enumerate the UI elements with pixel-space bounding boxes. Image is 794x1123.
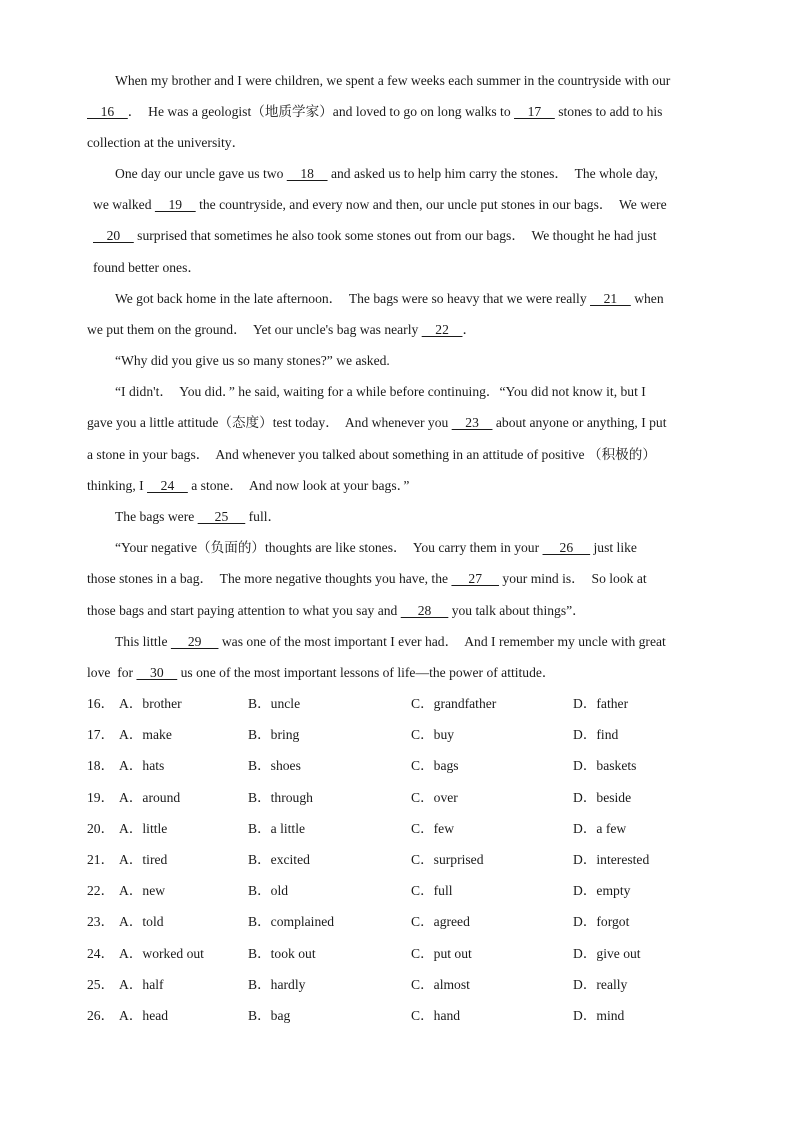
passage-text: “Why did you give us so many stones?” we asked. [115,353,390,368]
option-a: A．told [119,914,164,930]
passage-text: gave you a little attitude（态度）test today． And whenever you [87,415,452,430]
passage-text: collection at the university． [87,135,246,150]
passage-text: just like [590,540,637,555]
option-c: C．over [411,789,458,805]
passage-text: and asked us to help him carry the stones． The whole day, [327,166,658,181]
blank-number: 18 [286,166,328,181]
passage-text: ． He was a geologist（地质学家）and loved to go on long walks to [127,104,515,119]
question-number: 18． [87,758,115,774]
passage-text: you talk about things”． [448,603,586,618]
passage-text: we walked [93,197,155,212]
passage-line [87,600,794,622]
option-b: B．hardly [248,976,306,992]
passage-text: “I didn't． You did．” he said, waiting for a while before continuing．“You did not know it, but I [115,384,646,399]
passage-text: a stone in your bags． And whenever you talked about something in an attitude of positive （积极的） [87,447,656,462]
option-b: B．complained [248,914,335,930]
passage-line [93,257,794,279]
option-c: C．full [411,883,453,899]
question-number: 24． [87,945,115,961]
passage-line [115,288,794,310]
passage-text: When my brother and I were children, we spent a few weeks each summer in the countryside with our [115,73,671,88]
option-d: D．father [573,696,629,711]
passage-line [115,631,794,653]
option-b: B．bring [248,727,300,743]
option-a: A．new [119,883,166,899]
passage-line [93,194,794,216]
passage-text: was one of the most important I ever had． And I remember my uncle with great [218,634,666,649]
option-a: A．around [119,789,181,805]
option-d: D．interested [573,852,650,867]
option-a: A．make [119,727,172,743]
passage-text: thinking, I [87,478,148,493]
passage-line [87,444,794,466]
option-b: B．through [248,789,313,805]
blank-number: 16 [87,104,128,119]
passage-text: ． [462,322,477,337]
option-b: B．shoes [248,758,301,774]
blank-number: 26 [542,540,591,555]
passage-line [87,319,794,341]
passage-line [87,475,794,497]
passage-line [87,568,794,590]
blank-number: 19 [154,197,196,212]
passage-line [115,163,794,185]
option-c: C．buy [411,727,455,743]
passage-text: The bags were [115,509,198,524]
blank-number: 21 [590,291,631,306]
option-c: C．surprised [411,852,484,867]
blank-number: 23 [451,415,493,430]
question-number: 21． [87,852,115,867]
question-number: 16． [87,696,115,711]
passage-text: “Your negative（负面的）thoughts are like stones． You carry them in your [115,540,543,555]
option-a: A．head [119,1008,169,1023]
passage-text: those bags and start paying attention to what you say and [87,603,401,618]
passage-line [115,70,794,92]
option-b: B．took out [248,945,316,961]
passage-text: us one of the most important lessons of life—the power of attitude． [177,665,556,680]
option-a: A．brother [119,696,182,711]
passage-line [115,537,794,559]
option-c: C．grandfather [411,696,497,711]
passage-text: the countryside, and every now and then, our uncle put stones in our bags． We were [195,197,667,212]
blank-number: 28 [400,603,449,618]
passage-text: those stones in a bag． The more negative thoughts you have, the [87,571,452,586]
option-a: A．worked out [119,945,204,961]
passage-text: stones to add to his [554,104,663,119]
option-b: B．old [248,883,289,899]
question-number: 25． [87,976,115,992]
blank-number: 29 [170,634,219,649]
passage-line [87,132,794,154]
option-d: D．empty [573,883,631,899]
passage-text: about anyone or anything, I put [492,415,667,430]
blank-number: 22 [421,322,463,337]
question-number: 26． [87,1008,115,1023]
option-c: C．few [411,820,455,836]
blank-number: 17 [514,104,555,119]
passage-text: love for [87,665,137,680]
passage-text: your mind is． So look at [499,571,647,586]
option-d: D．beside [573,789,632,805]
option-c: C．agreed [411,914,470,930]
option-a: A．tired [119,852,168,867]
option-a: A．little [119,820,168,836]
blank-number: 24 [147,478,188,493]
passage-text: when [630,291,664,306]
option-c: C．almost [411,976,470,992]
option-d: D．really [573,976,628,992]
passage-line [115,381,794,403]
passage-line [87,101,794,123]
passage-text: surprised that sometimes he also took some stones out from our bags． We thought he had just [133,228,657,243]
option-c: C．put out [411,945,472,961]
blank-number: 30 [136,665,178,680]
passage-line [93,225,794,247]
passage-text: we put them on the ground． Yet our uncle's bag was nearly [87,322,422,337]
passage-line [115,506,794,528]
question-number: 19． [87,789,115,805]
passage-text: a stone． And now look at your bags．” [187,478,410,493]
passage-text: We got back home in the late afternoon． The bags were so heavy that we were really [115,291,591,306]
question-number: 23． [87,914,115,930]
blank-number: 27 [451,571,500,586]
passage-line [87,412,794,434]
passage-text: found better ones． [93,260,201,275]
option-b: B．uncle [248,696,301,711]
option-c: C．hand [411,1008,461,1023]
blank-number: 25 [197,509,246,524]
passage-text: full． [245,509,282,524]
option-c: C．bags [411,758,459,774]
option-b: B．a little [248,820,306,836]
option-d: D．a few [573,820,627,836]
passage-line [115,350,794,372]
passage-text: One day our uncle gave us two [115,166,287,181]
option-d: D．forgot [573,914,630,930]
passage-line [87,662,794,684]
option-a: A．half [119,976,164,992]
option-d: D．mind [573,1008,625,1023]
option-a: A．hats [119,758,165,774]
option-d: D．give out [573,945,641,961]
option-d: D．baskets [573,758,637,774]
option-b: B．bag [248,1008,291,1023]
question-number: 17． [87,727,115,743]
blank-number: 20 [93,228,134,243]
passage-text: This little [115,634,171,649]
option-b: B．excited [248,852,310,867]
question-number: 22． [87,883,115,899]
option-d: D．find [573,727,619,743]
question-number: 20． [87,820,115,836]
